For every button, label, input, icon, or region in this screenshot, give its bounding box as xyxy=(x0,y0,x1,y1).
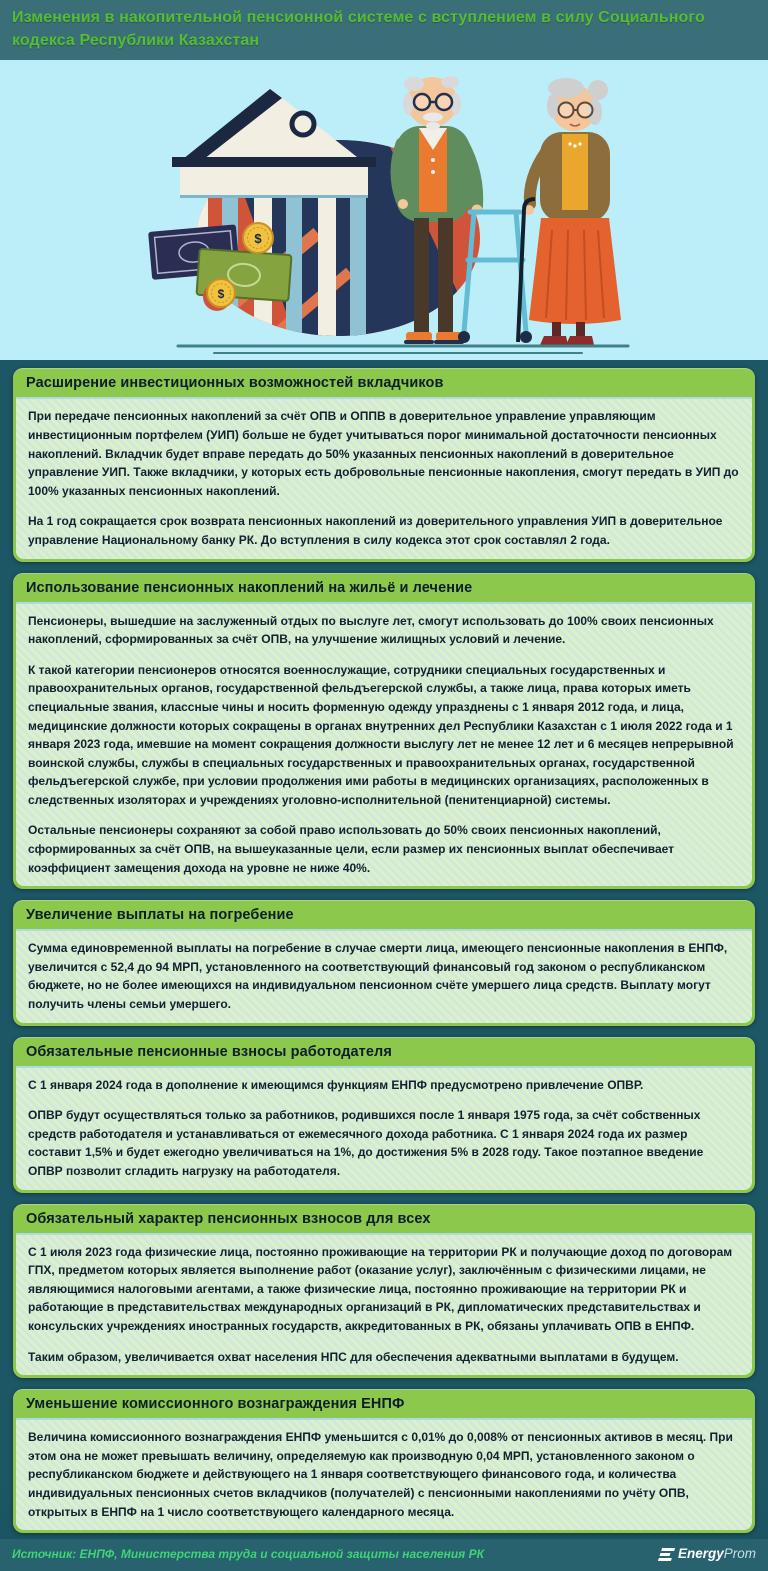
paragraph: Сумма единовременной выплаты на погребение в случае смерти лица, имеющего пенсионные накопления в ЕНПФ, увеличится с 52,4 до 94 МРП, установленного на соответствующий финансовый год законом о республиканском бюджете, но не более имеющихся на индивидуальном пенсионном счёте умершего лица средств. Выплату могут получить члены семьи умершего. xyxy=(28,941,728,1012)
card-commission-reduction xyxy=(13,1389,755,1533)
card-housing-treatment xyxy=(13,573,755,890)
section-body xyxy=(16,602,752,887)
section-body xyxy=(16,1418,752,1530)
paragraph: ОПВР будут осуществляться только за работников, родившихся после 1 января 1975 года, за счёт собственных средств работодателя и устанавливаться от ежемесячного дохода работника. С 1 января 2024 года их размер составит 1,5% и будет ежегодно увеличиваться на 1%, до достижения 5% в 2028 году. Такое поэтапное введение ОПВР позволит сгладить нагрузку на работодателя. xyxy=(28,1108,704,1178)
paragraph: Таким образом, увеличивается охват населения НПС для обеспечения адекватными выплатами в будущем. xyxy=(28,1349,679,1364)
svg-text:$: $ xyxy=(217,287,225,302)
card-employer-contributions xyxy=(13,1037,755,1193)
card-investment-opportunities xyxy=(13,368,755,561)
logo-e-icon xyxy=(658,1548,675,1561)
source-text: Источник: ЕНПФ, Министерства труда и социальной защиты населения РК xyxy=(12,1547,484,1562)
section-body xyxy=(16,929,752,1022)
section-header: Обязательный характер пенсионных взносов для всех xyxy=(26,1210,431,1227)
energyprom-logo xyxy=(660,1545,756,1563)
section-body xyxy=(16,397,752,558)
section-body xyxy=(16,1233,752,1376)
paragraph: Величина комиссионного вознаграждения ЕНПФ уменьшится с 0,01% до 0,008% от пенсионных активов в месяц. При этом она не может превышать величину, определяемую как производную 0,04 МРП, установленного законом о республиканском бюджете и действующего на 1 января соответствующего финансового года, и количества индивидуальных пенсионных счетов вкладчиков (получателей) с пенсионными накоплениями по учёту ОПВ, открытых в ЕНПФ на 1 число соответствующего календарного месяца. xyxy=(28,1430,733,1519)
section-header: Уменьшение комиссионного вознаграждения ЕНПФ xyxy=(26,1396,405,1413)
page-title: Изменения в накопительной пенсионной системе с вступлением в силу Социального кодекса Республики Казахстан xyxy=(12,9,705,50)
card-mandatory-contributions xyxy=(13,1204,755,1379)
section-header: Использование пенсионных накоплений на жильё и лечение xyxy=(26,579,473,596)
paragraph: Пенсионеры, вышедшие на заслуженный отдых по выслуге лет, смогут использовать до 100% своих пенсионных накоплений, сформированных за счёт ОПВ, на улучшение жилищных условий и лечение. xyxy=(28,613,714,647)
paragraph: К такой категории пенсионеров относятся военнослужащие, сотрудники специальных государственных и правоохранительных органов, государственной фельдъегерской службы, а также лица, права которых иметь специальные звания, классные чины и носить форменную одежду упразднены с 1 января 2012 года, и лица, медицинские должности которых сокращены в органах внутренних дел Республики Казахстан с 1 июля 2022 года и 1 января 2023 года, имевшие на момент сокращения должности выслугу лет не менее 12 лет и 6 месяцев непрерывной воинской службы, службы в специальных государственных и правоохранительных органах, государственной фельдъегерской службе, при условии продолжения ими работы в медицинских организациях, расположенных в следственных изоляторах и учреждениях уголовно-исполнительной (пенитенциарной) системы. xyxy=(28,662,734,807)
coin-icon xyxy=(243,223,273,253)
section-header: Расширение инвестиционных возможностей вкладчиков xyxy=(26,375,444,392)
hero-illustration xyxy=(0,60,768,360)
paragraph: При передаче пенсионных накоплений за счёт ОПВ и ОППВ в доверительное управление управляющим инвестиционным портфелем (УИП) больше не будет учитываться порог минимальной достаточности пенсионных накоплений. Вкладчик будет вправе передать до 50% указанных пенсионных накоплений в доверительное управление УИП. Также вкладчики, у которых есть добровольные пенсионные накопления, смогут передать в УИП до 100% указанных пенсионных накоплений. xyxy=(28,409,739,498)
sections-container xyxy=(0,360,768,1539)
card-funeral-payment xyxy=(13,900,755,1025)
paragraph: На 1 год сокращается срок возврата пенсионных накоплений из доверительного управления УИП в доверительное управление Национальному банку РК. До вступления в силу кодекса этот срок составлял 2 года. xyxy=(28,514,723,547)
section-header: Увеличение выплаты на погребение xyxy=(26,907,294,924)
logo-text: EnergyProm xyxy=(677,1546,756,1562)
title-bar xyxy=(0,0,768,60)
footer xyxy=(0,1539,768,1571)
paragraph: Остальные пенсионеры сохраняют за собой право использовать до 50% своих пенсионных накоплений, сформированных за счёт ОПВ, на вышеуказанные цели, если размер их пенсионных выплат обеспечивает коэффициент замещения дохода на уровне не ниже 40%. xyxy=(28,823,675,875)
svg-text:$: $ xyxy=(254,231,262,247)
paragraph: С 1 января 2024 года в дополнение к имеющимся функциям ЕНПФ предусмотрено привлечение ОПВР. xyxy=(28,1077,644,1092)
section-header: Обязательные пенсионные взносы работодателя xyxy=(26,1043,392,1060)
hero-banner xyxy=(0,60,768,360)
section-body xyxy=(16,1066,752,1190)
paragraph: С 1 июля 2023 года физические лица, постоянно проживающие на территории РК и получающие доход по договорам ГПХ, предметом которых является выполнение работ (оказание услуг), заключённым с физическими лицами, не являющимися налоговыми агентами, а также физические лица, постоянно проживающие на территории РК и работающие в представительствах международных организаций в РК, дипломатических представительствах и консульских учреждениях иностранных государств, аккредитованных в РК, обязаны уплачивать ОПВ в ЕНПФ. xyxy=(28,1244,733,1333)
